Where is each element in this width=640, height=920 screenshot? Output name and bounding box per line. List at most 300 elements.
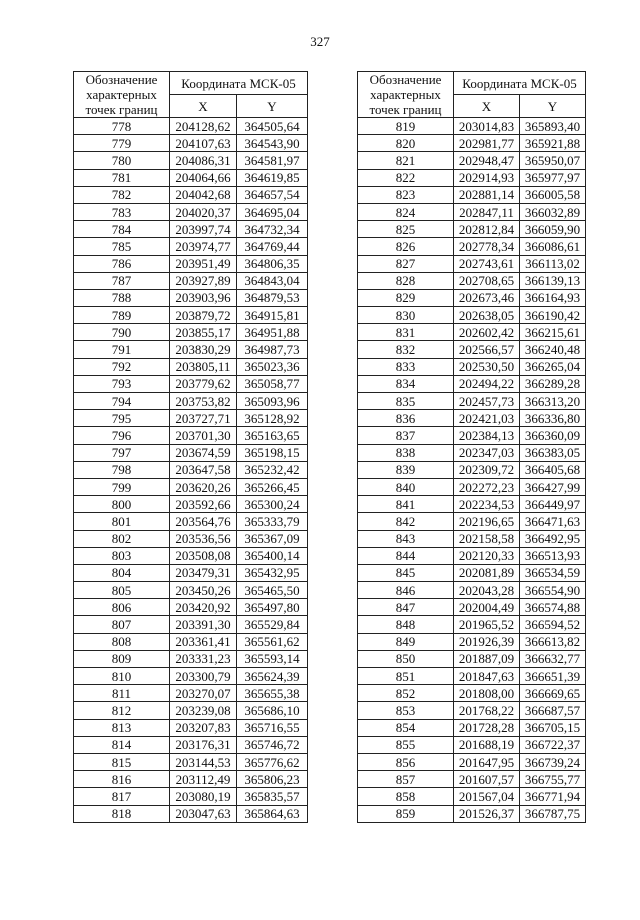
table-row — [358, 805, 586, 822]
x-coordinate-cell: 202602,42 — [454, 324, 520, 341]
x-coordinate-cell: 201607,57 — [454, 771, 520, 788]
table-row — [74, 633, 308, 650]
x-coordinate-cell: 203176,31 — [170, 736, 237, 753]
y-coordinate-cell: 365776,62 — [237, 753, 308, 770]
point-number-cell: 785 — [74, 238, 170, 255]
y-coordinate-cell: 366771,94 — [520, 788, 586, 805]
x-coordinate-cell: 202043,28 — [454, 582, 520, 599]
y-coordinate-cell: 366005,58 — [520, 186, 586, 203]
x-coordinate-cell: 202494,22 — [454, 375, 520, 392]
point-number-cell: 787 — [74, 272, 170, 289]
x-coordinate-cell: 202948,47 — [454, 152, 520, 169]
y-coordinate-cell: 366787,75 — [520, 805, 586, 822]
x-coordinate-cell: 204107,63 — [170, 135, 237, 152]
y-coordinate-cell: 366086,61 — [520, 238, 586, 255]
point-number-cell: 816 — [74, 771, 170, 788]
x-coordinate-cell: 201965,52 — [454, 616, 520, 633]
table-row — [358, 135, 586, 152]
point-number-cell: 828 — [358, 272, 454, 289]
x-coordinate-cell: 203144,53 — [170, 753, 237, 770]
x-coordinate-cell: 203974,77 — [170, 238, 237, 255]
x-coordinate-cell: 203951,49 — [170, 255, 237, 272]
table-row — [74, 547, 308, 564]
point-number-cell: 829 — [358, 289, 454, 306]
header-coordinate: Координата МСК-05 — [170, 72, 308, 95]
point-number-cell: 854 — [358, 719, 454, 736]
y-coordinate-cell: 364505,64 — [237, 118, 308, 135]
table-row — [74, 616, 308, 633]
x-coordinate-cell: 201728,28 — [454, 719, 520, 736]
y-coordinate-cell: 366032,89 — [520, 203, 586, 220]
point-number-cell: 795 — [74, 410, 170, 427]
x-coordinate-cell: 203564,76 — [170, 513, 237, 530]
table-row — [74, 668, 308, 685]
y-coordinate-cell: 365864,63 — [237, 805, 308, 822]
point-number-cell: 838 — [358, 444, 454, 461]
point-number-cell: 819 — [358, 118, 454, 135]
x-coordinate-cell: 202384,13 — [454, 427, 520, 444]
y-coordinate-cell: 365921,88 — [520, 135, 586, 152]
point-number-cell: 820 — [358, 135, 454, 152]
y-coordinate-cell: 366190,42 — [520, 307, 586, 324]
y-coordinate-cell: 364769,44 — [237, 238, 308, 255]
point-number-cell: 845 — [358, 564, 454, 581]
table-row — [358, 530, 586, 547]
point-number-cell: 836 — [358, 410, 454, 427]
point-number-cell: 855 — [358, 736, 454, 753]
y-coordinate-cell: 365686,10 — [237, 702, 308, 719]
y-coordinate-cell: 364543,90 — [237, 135, 308, 152]
y-coordinate-cell: 364951,88 — [237, 324, 308, 341]
table-row — [358, 650, 586, 667]
y-coordinate-cell: 366651,39 — [520, 668, 586, 685]
y-coordinate-cell: 365367,09 — [237, 530, 308, 547]
x-coordinate-cell: 203331,23 — [170, 650, 237, 667]
point-number-cell: 835 — [358, 393, 454, 410]
point-number-cell: 840 — [358, 478, 454, 495]
table-row — [358, 410, 586, 427]
point-number-cell: 846 — [358, 582, 454, 599]
table-row — [74, 427, 308, 444]
y-coordinate-cell: 366471,63 — [520, 513, 586, 530]
table-row — [74, 169, 308, 186]
x-coordinate-cell: 201526,37 — [454, 805, 520, 822]
x-coordinate-cell: 204020,37 — [170, 203, 237, 220]
point-number-cell: 821 — [358, 152, 454, 169]
table-row — [74, 444, 308, 461]
point-number-cell: 849 — [358, 633, 454, 650]
x-coordinate-cell: 202981,77 — [454, 135, 520, 152]
x-coordinate-cell: 203805,11 — [170, 358, 237, 375]
table-row — [74, 135, 308, 152]
point-number-cell: 853 — [358, 702, 454, 719]
x-coordinate-cell: 202812,84 — [454, 221, 520, 238]
table-row — [74, 650, 308, 667]
point-number-cell: 782 — [74, 186, 170, 203]
x-coordinate-cell: 201887,09 — [454, 650, 520, 667]
point-number-cell: 781 — [74, 169, 170, 186]
y-coordinate-cell: 365232,42 — [237, 461, 308, 478]
page-number: 327 — [310, 34, 330, 49]
x-coordinate-cell: 201647,95 — [454, 753, 520, 770]
x-coordinate-cell: 202566,57 — [454, 341, 520, 358]
table-row — [358, 444, 586, 461]
y-coordinate-cell: 366215,61 — [520, 324, 586, 341]
table-row — [358, 753, 586, 770]
x-coordinate-cell: 203014,83 — [454, 118, 520, 135]
x-coordinate-cell: 203479,31 — [170, 564, 237, 581]
x-coordinate-cell: 202196,65 — [454, 513, 520, 530]
x-coordinate-cell: 202778,34 — [454, 238, 520, 255]
table-row — [358, 616, 586, 633]
table-row — [74, 788, 308, 805]
table-row — [74, 358, 308, 375]
x-coordinate-cell: 203207,83 — [170, 719, 237, 736]
x-coordinate-cell: 203647,58 — [170, 461, 237, 478]
table-row — [358, 478, 586, 495]
x-coordinate-cell: 201926,39 — [454, 633, 520, 650]
point-number-cell: 789 — [74, 307, 170, 324]
header-point-designation: Обозначение характерных точек границ — [74, 72, 170, 118]
y-coordinate-cell: 366755,77 — [520, 771, 586, 788]
header-row — [358, 72, 586, 95]
point-number-cell: 826 — [358, 238, 454, 255]
table-row — [358, 324, 586, 341]
y-coordinate-cell: 365128,92 — [237, 410, 308, 427]
table-row — [74, 685, 308, 702]
y-coordinate-cell: 364806,35 — [237, 255, 308, 272]
point-number-cell: 858 — [358, 788, 454, 805]
x-coordinate-cell: 203047,63 — [170, 805, 237, 822]
x-coordinate-cell: 202743,61 — [454, 255, 520, 272]
y-coordinate-cell: 365624,39 — [237, 668, 308, 685]
y-coordinate-cell: 365893,40 — [520, 118, 586, 135]
table-row — [358, 461, 586, 478]
point-number-cell: 841 — [358, 496, 454, 513]
x-coordinate-cell: 203927,89 — [170, 272, 237, 289]
point-number-cell: 786 — [74, 255, 170, 272]
x-coordinate-cell: 201567,04 — [454, 788, 520, 805]
table-row — [358, 375, 586, 392]
y-coordinate-cell: 366574,88 — [520, 599, 586, 616]
table-row — [74, 203, 308, 220]
x-coordinate-cell: 202004,49 — [454, 599, 520, 616]
point-number-cell: 805 — [74, 582, 170, 599]
header-point-designation: Обозначение характерных точек границ — [358, 72, 454, 118]
x-coordinate-cell: 203080,19 — [170, 788, 237, 805]
header-x: X — [454, 95, 520, 118]
x-coordinate-cell: 202234,53 — [454, 496, 520, 513]
y-coordinate-cell: 364732,34 — [237, 221, 308, 238]
y-coordinate-cell: 365163,65 — [237, 427, 308, 444]
y-coordinate-cell: 365716,55 — [237, 719, 308, 736]
x-coordinate-cell: 204086,31 — [170, 152, 237, 169]
y-coordinate-cell: 365655,38 — [237, 685, 308, 702]
table-row — [74, 307, 308, 324]
y-coordinate-cell: 366427,99 — [520, 478, 586, 495]
y-coordinate-cell: 364581,97 — [237, 152, 308, 169]
point-number-cell: 779 — [74, 135, 170, 152]
y-coordinate-cell: 365400,14 — [237, 547, 308, 564]
table-row — [74, 478, 308, 495]
x-coordinate-cell: 202673,46 — [454, 289, 520, 306]
point-number-cell: 844 — [358, 547, 454, 564]
x-coordinate-cell: 202530,50 — [454, 358, 520, 375]
point-number-cell: 809 — [74, 650, 170, 667]
x-coordinate-cell: 202158,58 — [454, 530, 520, 547]
y-coordinate-cell: 366594,52 — [520, 616, 586, 633]
point-number-cell: 794 — [74, 393, 170, 410]
table-row — [358, 582, 586, 599]
x-coordinate-cell: 203361,41 — [170, 633, 237, 650]
y-coordinate-cell: 364987,73 — [237, 341, 308, 358]
table-row — [358, 427, 586, 444]
table-row — [74, 118, 308, 135]
y-coordinate-cell: 365977,97 — [520, 169, 586, 186]
table-row — [74, 530, 308, 547]
point-number-cell: 847 — [358, 599, 454, 616]
table-row — [74, 255, 308, 272]
y-coordinate-cell: 366265,04 — [520, 358, 586, 375]
table-row — [358, 238, 586, 255]
table-row — [74, 238, 308, 255]
y-coordinate-cell: 365023,36 — [237, 358, 308, 375]
table-row — [358, 633, 586, 650]
x-coordinate-cell: 203701,30 — [170, 427, 237, 444]
point-number-cell: 802 — [74, 530, 170, 547]
point-number-cell: 804 — [74, 564, 170, 581]
table-row — [74, 221, 308, 238]
x-coordinate-cell: 202708,65 — [454, 272, 520, 289]
table-row — [74, 410, 308, 427]
table-row — [358, 685, 586, 702]
point-number-cell: 810 — [74, 668, 170, 685]
point-number-cell: 839 — [358, 461, 454, 478]
table-row — [74, 375, 308, 392]
x-coordinate-cell: 202421,03 — [454, 410, 520, 427]
x-coordinate-cell: 201847,63 — [454, 668, 520, 685]
y-coordinate-cell: 366360,09 — [520, 427, 586, 444]
point-number-cell: 823 — [358, 186, 454, 203]
coordinates-table-left — [73, 71, 308, 823]
table-body-left — [74, 118, 308, 823]
table-row — [74, 186, 308, 203]
y-coordinate-cell: 365806,23 — [237, 771, 308, 788]
y-coordinate-cell: 365432,95 — [237, 564, 308, 581]
x-coordinate-cell: 202638,05 — [454, 307, 520, 324]
table-row — [74, 736, 308, 753]
point-number-cell: 812 — [74, 702, 170, 719]
table-row — [74, 324, 308, 341]
point-number-cell: 848 — [358, 616, 454, 633]
y-coordinate-cell: 366449,97 — [520, 496, 586, 513]
x-coordinate-cell: 203830,29 — [170, 341, 237, 358]
header-coordinate: Координата МСК-05 — [454, 72, 586, 95]
point-number-cell: 851 — [358, 668, 454, 685]
x-coordinate-cell: 203879,72 — [170, 307, 237, 324]
table-row — [74, 702, 308, 719]
table-row — [74, 393, 308, 410]
x-coordinate-cell: 203903,96 — [170, 289, 237, 306]
y-coordinate-cell: 366613,82 — [520, 633, 586, 650]
point-number-cell: 827 — [358, 255, 454, 272]
y-coordinate-cell: 365198,15 — [237, 444, 308, 461]
y-coordinate-cell: 366289,28 — [520, 375, 586, 392]
point-number-cell: 825 — [358, 221, 454, 238]
y-coordinate-cell: 366164,93 — [520, 289, 586, 306]
table-row — [74, 805, 308, 822]
x-coordinate-cell: 202081,89 — [454, 564, 520, 581]
point-number-cell: 783 — [74, 203, 170, 220]
y-coordinate-cell: 366492,95 — [520, 530, 586, 547]
table-row — [74, 753, 308, 770]
y-coordinate-cell: 364657,54 — [237, 186, 308, 203]
x-coordinate-cell: 203753,82 — [170, 393, 237, 410]
table-row — [358, 668, 586, 685]
y-coordinate-cell: 366687,57 — [520, 702, 586, 719]
y-coordinate-cell: 365266,45 — [237, 478, 308, 495]
x-coordinate-cell: 203855,17 — [170, 324, 237, 341]
table-row — [74, 771, 308, 788]
y-coordinate-cell: 366336,80 — [520, 410, 586, 427]
y-coordinate-cell: 365950,07 — [520, 152, 586, 169]
table-row — [74, 513, 308, 530]
table-row — [358, 118, 586, 135]
table-row — [74, 289, 308, 306]
x-coordinate-cell: 203450,26 — [170, 582, 237, 599]
y-coordinate-cell: 366383,05 — [520, 444, 586, 461]
y-coordinate-cell: 366313,20 — [520, 393, 586, 410]
point-number-cell: 808 — [74, 633, 170, 650]
point-number-cell: 818 — [74, 805, 170, 822]
y-coordinate-cell: 365835,57 — [237, 788, 308, 805]
point-number-cell: 798 — [74, 461, 170, 478]
table-row — [358, 564, 586, 581]
point-number-cell: 843 — [358, 530, 454, 547]
x-coordinate-cell: 202914,93 — [454, 169, 520, 186]
y-coordinate-cell: 364915,81 — [237, 307, 308, 324]
header-x: X — [170, 95, 237, 118]
point-number-cell: 793 — [74, 375, 170, 392]
y-coordinate-cell: 365465,50 — [237, 582, 308, 599]
point-number-cell: 797 — [74, 444, 170, 461]
table-row — [74, 599, 308, 616]
x-coordinate-cell: 203536,56 — [170, 530, 237, 547]
point-number-cell: 856 — [358, 753, 454, 770]
table-row — [358, 788, 586, 805]
point-number-cell: 778 — [74, 118, 170, 135]
table-row — [74, 272, 308, 289]
table-row — [358, 169, 586, 186]
y-coordinate-cell: 365497,80 — [237, 599, 308, 616]
point-number-cell: 837 — [358, 427, 454, 444]
y-coordinate-cell: 365333,79 — [237, 513, 308, 530]
y-coordinate-cell: 366240,48 — [520, 341, 586, 358]
table-row — [358, 547, 586, 564]
x-coordinate-cell: 203420,92 — [170, 599, 237, 616]
table-row — [358, 393, 586, 410]
point-number-cell: 830 — [358, 307, 454, 324]
x-coordinate-cell: 203112,49 — [170, 771, 237, 788]
y-coordinate-cell: 365300,24 — [237, 496, 308, 513]
point-number-cell: 857 — [358, 771, 454, 788]
table-row — [74, 496, 308, 513]
y-coordinate-cell: 366722,37 — [520, 736, 586, 753]
header-y: Y — [237, 95, 308, 118]
point-number-cell: 833 — [358, 358, 454, 375]
x-coordinate-cell: 202309,72 — [454, 461, 520, 478]
y-coordinate-cell: 366554,90 — [520, 582, 586, 599]
point-number-cell: 791 — [74, 341, 170, 358]
x-coordinate-cell: 204128,62 — [170, 118, 237, 135]
x-coordinate-cell: 202272,23 — [454, 478, 520, 495]
y-coordinate-cell: 366059,90 — [520, 221, 586, 238]
x-coordinate-cell: 203239,08 — [170, 702, 237, 719]
x-coordinate-cell: 204064,66 — [170, 169, 237, 186]
point-number-cell: 792 — [74, 358, 170, 375]
table-row — [74, 719, 308, 736]
y-coordinate-cell: 366632,77 — [520, 650, 586, 667]
point-number-cell: 790 — [74, 324, 170, 341]
point-number-cell: 817 — [74, 788, 170, 805]
y-coordinate-cell: 366534,59 — [520, 564, 586, 581]
point-number-cell: 850 — [358, 650, 454, 667]
x-coordinate-cell: 202881,14 — [454, 186, 520, 203]
table-row — [358, 513, 586, 530]
table-row — [358, 736, 586, 753]
point-number-cell: 822 — [358, 169, 454, 186]
y-coordinate-cell: 365058,77 — [237, 375, 308, 392]
header-y: Y — [520, 95, 586, 118]
table-row — [358, 221, 586, 238]
table-row — [74, 582, 308, 599]
table-row — [358, 289, 586, 306]
table-row — [358, 599, 586, 616]
table-row — [74, 341, 308, 358]
point-number-cell: 832 — [358, 341, 454, 358]
table-row — [358, 702, 586, 719]
y-coordinate-cell: 364879,53 — [237, 289, 308, 306]
x-coordinate-cell: 204042,68 — [170, 186, 237, 203]
point-number-cell: 799 — [74, 478, 170, 495]
point-number-cell: 859 — [358, 805, 454, 822]
y-coordinate-cell: 364695,04 — [237, 203, 308, 220]
point-number-cell: 815 — [74, 753, 170, 770]
y-coordinate-cell: 366739,24 — [520, 753, 586, 770]
point-number-cell: 780 — [74, 152, 170, 169]
x-coordinate-cell: 203391,30 — [170, 616, 237, 633]
point-number-cell: 811 — [74, 685, 170, 702]
y-coordinate-cell: 365593,14 — [237, 650, 308, 667]
point-number-cell: 814 — [74, 736, 170, 753]
point-number-cell: 788 — [74, 289, 170, 306]
x-coordinate-cell: 203997,74 — [170, 221, 237, 238]
y-coordinate-cell: 365561,62 — [237, 633, 308, 650]
x-coordinate-cell: 203779,62 — [170, 375, 237, 392]
y-coordinate-cell: 365529,84 — [237, 616, 308, 633]
y-coordinate-cell: 366113,02 — [520, 255, 586, 272]
point-number-cell: 803 — [74, 547, 170, 564]
table-row — [358, 341, 586, 358]
x-coordinate-cell: 203300,79 — [170, 668, 237, 685]
table-row — [358, 186, 586, 203]
y-coordinate-cell: 364619,85 — [237, 169, 308, 186]
point-number-cell: 834 — [358, 375, 454, 392]
x-coordinate-cell: 201688,19 — [454, 736, 520, 753]
table-body-right — [358, 118, 586, 823]
point-number-cell: 806 — [74, 599, 170, 616]
point-number-cell: 807 — [74, 616, 170, 633]
